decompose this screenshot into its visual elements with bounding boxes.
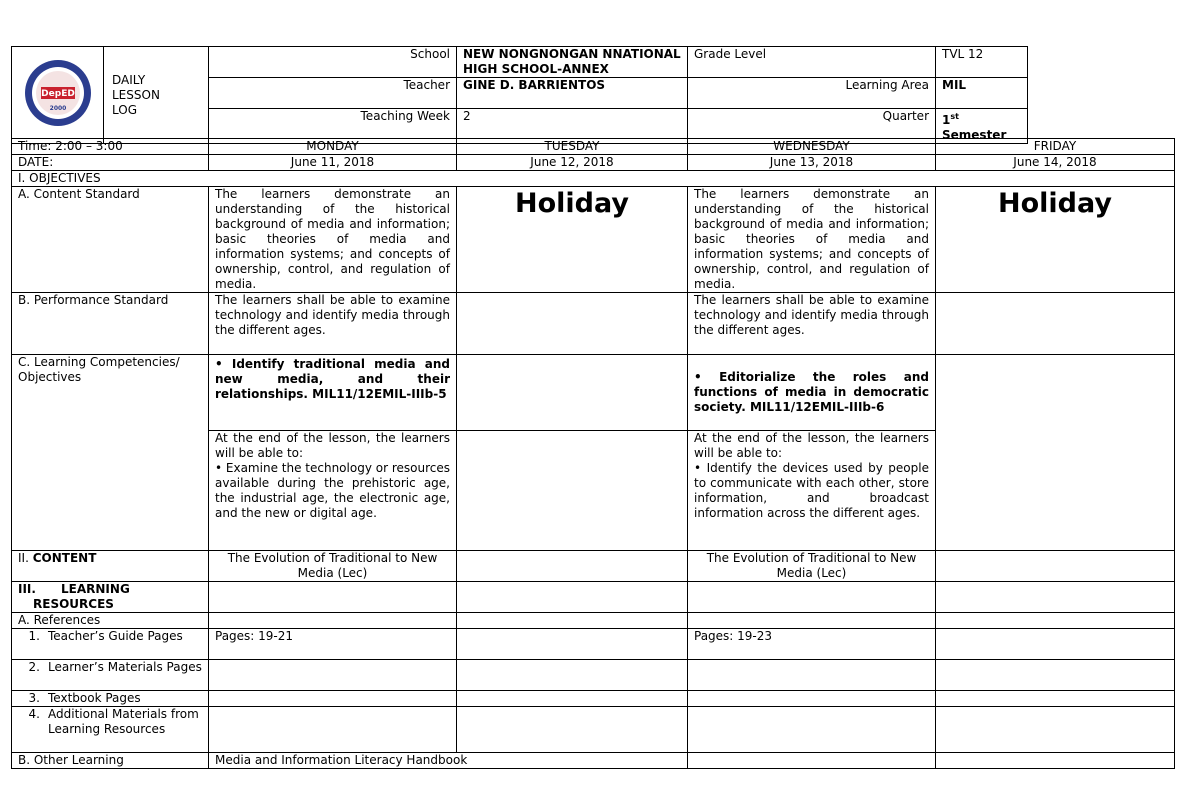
teachers-guide-monday: Pages: 19-21 <box>209 629 457 660</box>
teaching-week-label: Teaching Week <box>209 109 457 144</box>
content-standard-label: A. Content Standard <box>12 187 209 293</box>
performance-standard-monday: The learners shall be able to examine technology and identify media through the different ages. <box>209 293 457 355</box>
holiday-friday: Holiday <box>936 187 1175 293</box>
content-wednesday: The Evolution of Traditional to New Media (Lec) <box>688 551 936 582</box>
content-standard-monday: The learners demonstrate an understanding of the historical background of media and information; basic theories of media and information systems; and concepts of ownership, control, and regulation of media. <box>209 187 457 293</box>
learners-materials-label: 2. Learner’s Materials Pages <box>12 660 209 691</box>
document-title: DAILY LESSON LOG <box>104 47 209 144</box>
school-value: NEW NONGNONGAN NNATIONAL HIGH SCHOOL-ANNEX <box>457 47 688 78</box>
other-learning-text: Media and Information Literacy Handbook <box>209 753 688 769</box>
references-label: A. References <box>12 613 209 629</box>
learning-area-label: Learning Area <box>688 78 936 109</box>
quarter-value: 1st Semester <box>936 109 1028 144</box>
svg-text:DepED: DepED <box>40 89 75 99</box>
grade-level-label: Grade Level <box>688 47 936 78</box>
content-standard-wednesday: The learners demonstrate an understanding of the historical background of media and information; basic theories of media and information systems; and concepts of ownership, control, and regulation of media. <box>688 187 936 293</box>
performance-standard-label: B. Performance Standard <box>12 293 209 355</box>
teachers-guide-wednesday: Pages: 19-23 <box>688 629 936 660</box>
day-wednesday: WEDNESDAY <box>688 139 936 155</box>
date-label: DATE: <box>12 155 209 171</box>
competency-wednesday: • Editorialize the roles and functions of media in democratic society. MIL11/12EMIL-IIIb-6 <box>688 355 936 431</box>
date-friday: June 14, 2018 <box>936 155 1175 171</box>
date-tuesday: June 12, 2018 <box>457 155 688 171</box>
performance-standard-wednesday: The learners shall be able to examine technology and identify media through the different ages. <box>688 293 936 355</box>
day-tuesday: TUESDAY <box>457 139 688 155</box>
teachers-guide-label: 1. Teacher’s Guide Pages <box>12 629 209 660</box>
logo-cell <box>12 47 104 144</box>
competency-monday: • Identify traditional media and new media, and their relationships. MIL11/12EMIL-IIIb-5 <box>209 355 457 431</box>
holiday-tuesday: Holiday <box>457 187 688 293</box>
learning-resources-label: III. LEARNING RESOURCES <box>12 582 209 613</box>
teaching-week-value: 2 <box>457 109 688 144</box>
day-friday: FRIDAY <box>936 139 1175 155</box>
time-label: Time: 2:00 – 3:00 <box>12 139 209 155</box>
textbook-pages-label: 3. Textbook Pages <box>12 691 209 707</box>
objectives-monday: At the end of the lesson, the learners will be able to: • Examine the technology or resources available during the prehistoric age, the industrial age, the electronic age, and the new or digital age. <box>209 431 457 551</box>
learning-area-value: MIL <box>936 78 1028 109</box>
date-monday: June 11, 2018 <box>209 155 457 171</box>
deped-seal-icon <box>23 58 93 128</box>
content-label: II. CONTENT <box>12 551 209 582</box>
school-label: School <box>209 47 457 78</box>
day-monday: MONDAY <box>209 139 457 155</box>
objectives-wednesday: At the end of the lesson, the learners will be able to: • Identify the devices used by people to communicate with each other, store information, and broadcast information across the different ages. <box>688 431 936 551</box>
grade-level-value: TVL 12 <box>936 47 1028 78</box>
additional-materials-label: 4. Additional Materials from Learning Resources <box>12 707 209 753</box>
header-table <box>11 46 1175 144</box>
other-learning-label: B. Other Learning <box>12 753 209 769</box>
objectives-heading: I. OBJECTIVES <box>12 171 1175 187</box>
lesson-table <box>11 138 1175 769</box>
teacher-label: Teacher <box>209 78 457 109</box>
quarter-label: Quarter <box>688 109 936 144</box>
content-monday: The Evolution of Traditional to New Media (Lec) <box>209 551 457 582</box>
date-wednesday: June 13, 2018 <box>688 155 936 171</box>
teacher-value: GINE D. BARRIENTOS <box>457 78 688 109</box>
svg-text:2000: 2000 <box>49 105 66 112</box>
competencies-label: C. Learning Competencies/ Objectives <box>12 355 209 551</box>
